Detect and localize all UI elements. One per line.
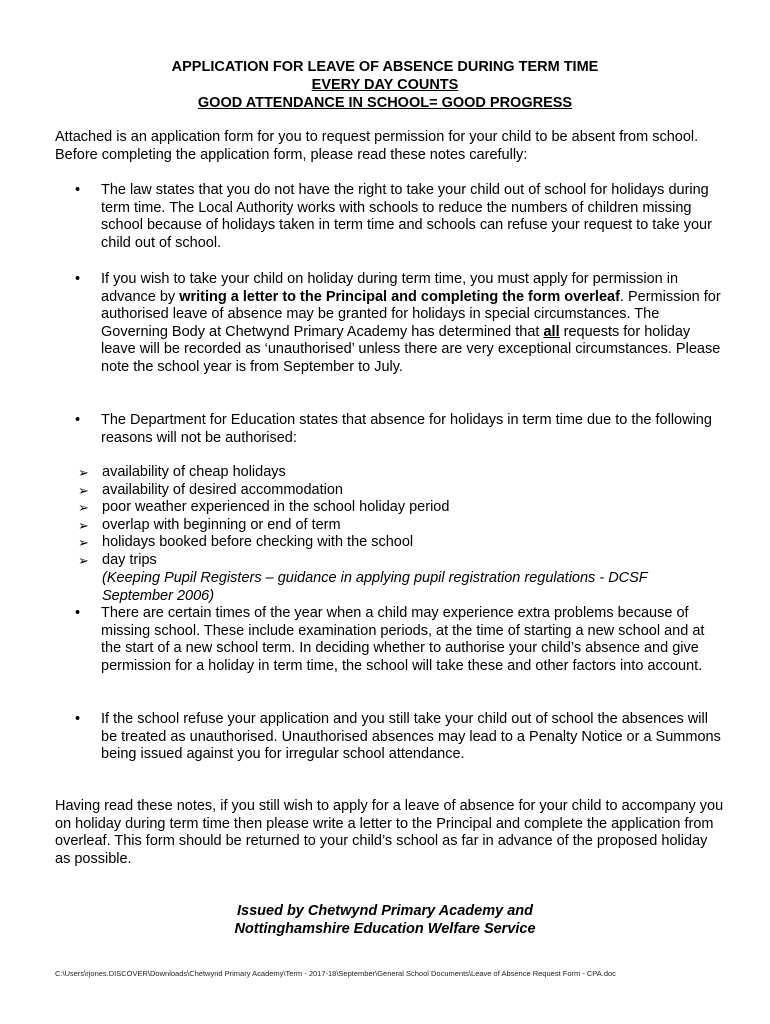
footer-file-path: C:\Users\rjones.DISCOVER\Downloads\Chetwynd Primary Academy\Term - 2017-18\September\General School Documents\Leave of Absence Request Form - CPA.doc bbox=[55, 969, 616, 978]
list-item: ➢ overlap with beginning or end of term bbox=[78, 516, 341, 533]
bullet-apply-all: all bbox=[543, 323, 560, 340]
bullet-times bbox=[75, 605, 725, 675]
list-item: ➢ availability of cheap holidays bbox=[78, 464, 286, 480]
bullet-refuse bbox=[75, 711, 725, 764]
issued-line2: Nottinghamshire Education Welfare Service bbox=[234, 921, 536, 937]
bullet-law-text: The law states that you do not have the right to take your child out of school for holidays during term time. The Local Authority works with schools to reduce the numbers of children missing school because of holidays taken in term time and schools can refuse your request to take your child out of school. bbox=[101, 182, 712, 251]
list-item: ➢ poor weather experienced in the school holiday period bbox=[78, 499, 450, 516]
document-titles bbox=[0, 58, 770, 112]
bullet-dot: • bbox=[75, 711, 81, 727]
bullet-dot: • bbox=[75, 271, 81, 287]
bullet-times-text: There are certain times of the year when a child may experience extra problems because of missing school. These include examination periods, at the time of starting a new school and at the start of a new school term. In deciding whether to authorise your child’s absence and give permission for a holiday in term time, the school will take these and other factors into account. bbox=[101, 605, 705, 674]
bullet-apply-bold: writing a letter to the Principal and completing the form overleaf bbox=[179, 288, 620, 305]
issued-by bbox=[0, 902, 770, 938]
bullet-apply-part3: requests for holiday leave will be recorded as ‘unauthorised’ unless there are very exceptional circumstances. Please note the school year is from September to July. bbox=[101, 323, 721, 375]
list-item: ➢ availability of desired accommodation bbox=[78, 481, 343, 498]
bullet-dot: • bbox=[75, 605, 81, 621]
arrow-bullet-icon: ➢ bbox=[78, 535, 89, 551]
citation: (Keeping Pupil Registers – guidance in applying pupil registration regulations - DCSF September 2006) bbox=[102, 570, 648, 604]
arrow-bullet-icon: ➢ bbox=[78, 552, 89, 568]
arrow-bullet-icon: ➢ bbox=[78, 465, 89, 480]
bullet-refuse-text: If the school refuse your application and you still take your child out of school the absences will be treated as unauthorised. Unauthorised absences may lead to a Penalty Notice or a Summons being issued against you for irregular school attendance. bbox=[101, 711, 721, 763]
list-item: ➢ day trips bbox=[78, 551, 157, 568]
bullet-apply-part2: . Permission for authorised leave of absence may be granted for holidays in special circumstances. The Governing Body at Chetwynd Primary Academy has determined that bbox=[101, 288, 721, 340]
arrow-bullet-icon: ➢ bbox=[78, 517, 89, 533]
reasons-list bbox=[78, 464, 718, 570]
bullet-apply-part1: If you wish to take your child on holiday during term time, you must apply for permission in advance by bbox=[101, 271, 679, 305]
intro-paragraph: Attached is an application form for you to request permission for your child to be absent from school. Before completing the application form, please read these notes carefully: bbox=[55, 129, 699, 163]
bullet-apply bbox=[75, 271, 725, 377]
bullet-dfe bbox=[75, 412, 725, 447]
bullet-dot: • bbox=[75, 412, 81, 428]
arrow-bullet-icon: ➢ bbox=[78, 500, 89, 516]
issued-line1: Issued by Chetwynd Primary Academy and bbox=[236, 903, 533, 919]
arrow-bullet-icon: ➢ bbox=[78, 482, 89, 498]
bullet-law bbox=[75, 182, 725, 252]
bullet-apply-text bbox=[101, 271, 725, 377]
list-item: ➢ holidays booked before checking with the school bbox=[78, 534, 414, 551]
bullet-dot: • bbox=[75, 182, 81, 198]
bullet-dfe-text: The Department for Education states that absence for holidays in term time due to the following reasons will not be authorised: bbox=[101, 412, 712, 446]
subtitle-good-attendance: GOOD ATTENDANCE IN SCHOOL= GOOD PROGRESS bbox=[197, 95, 573, 111]
main-title: APPLICATION FOR LEAVE OF ABSENCE DURING TERM TIME bbox=[171, 59, 599, 75]
closing-paragraph: Having read these notes, if you still wish to apply for a leave of absence for your child to accompany you on holiday during term time then please write a letter to the Principal and complete the application from overleaf. This form should be returned to your child’s school as far in advance of the proposed holiday as possible. bbox=[55, 798, 724, 867]
subtitle-every-day-counts: EVERY DAY COUNTS bbox=[311, 77, 459, 93]
